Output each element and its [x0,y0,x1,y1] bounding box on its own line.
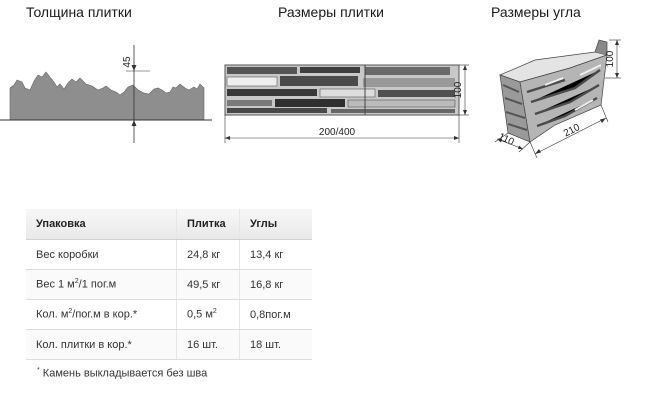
table-row [26,330,312,360]
thickness-heading: Толщина плитки [26,4,132,20]
tile-value: 0,5 $м^2$ [177,300,240,330]
corner-size-diagram [475,30,635,165]
tile-height-label: 100 [453,81,464,99]
row-label: Вес коробки [26,240,177,270]
row-label: Вес 1 $м^2/1$ пог.м [26,270,177,300]
thickness-profile-diagram [0,40,215,150]
corner-long-label: 210 [561,122,582,140]
tile-value: 49,5 кг [177,270,240,300]
column-header-tile: Плитка [177,209,240,240]
row-label: Кол. $м^2/пог.м$ в кор.* [26,300,177,330]
stone-profile-shape [10,72,204,120]
tile-stone-texture [225,65,459,115]
packaging-table [26,209,312,360]
corner-stone-texture [500,40,607,142]
corner-short-label: 110 [496,131,516,149]
table-row [26,240,312,270]
corner-height-label: 100 [605,50,616,68]
corner-value: 18 шт. [240,330,313,360]
corner-value: 16,8 кг [240,270,313,300]
tile-value: 16 шт. [177,330,240,360]
footnote-mark: * [37,367,40,374]
tile-size-heading: Размеры плитки [278,4,384,20]
table-header-row [26,209,312,240]
row-label: Кол. плитки в кор.* [26,330,177,360]
tile-size-diagram [215,55,480,150]
corner-value: 0,8пог.м [240,300,313,330]
footnote [37,367,207,380]
table-row [26,270,312,300]
corner-value: 13,4 кг [240,240,313,270]
thickness-dimension-label: 45 [122,56,133,68]
column-header-corners: Углы [240,209,313,240]
column-header-packaging: Упаковка [26,209,177,240]
table-row [26,300,312,330]
tile-length-label: 200/400 [318,127,356,138]
tile-value: 24,8 кг [177,240,240,270]
corner-size-heading: Размеры угла [491,4,581,20]
footnote-text: Камень выкладывается без шва [39,367,208,380]
